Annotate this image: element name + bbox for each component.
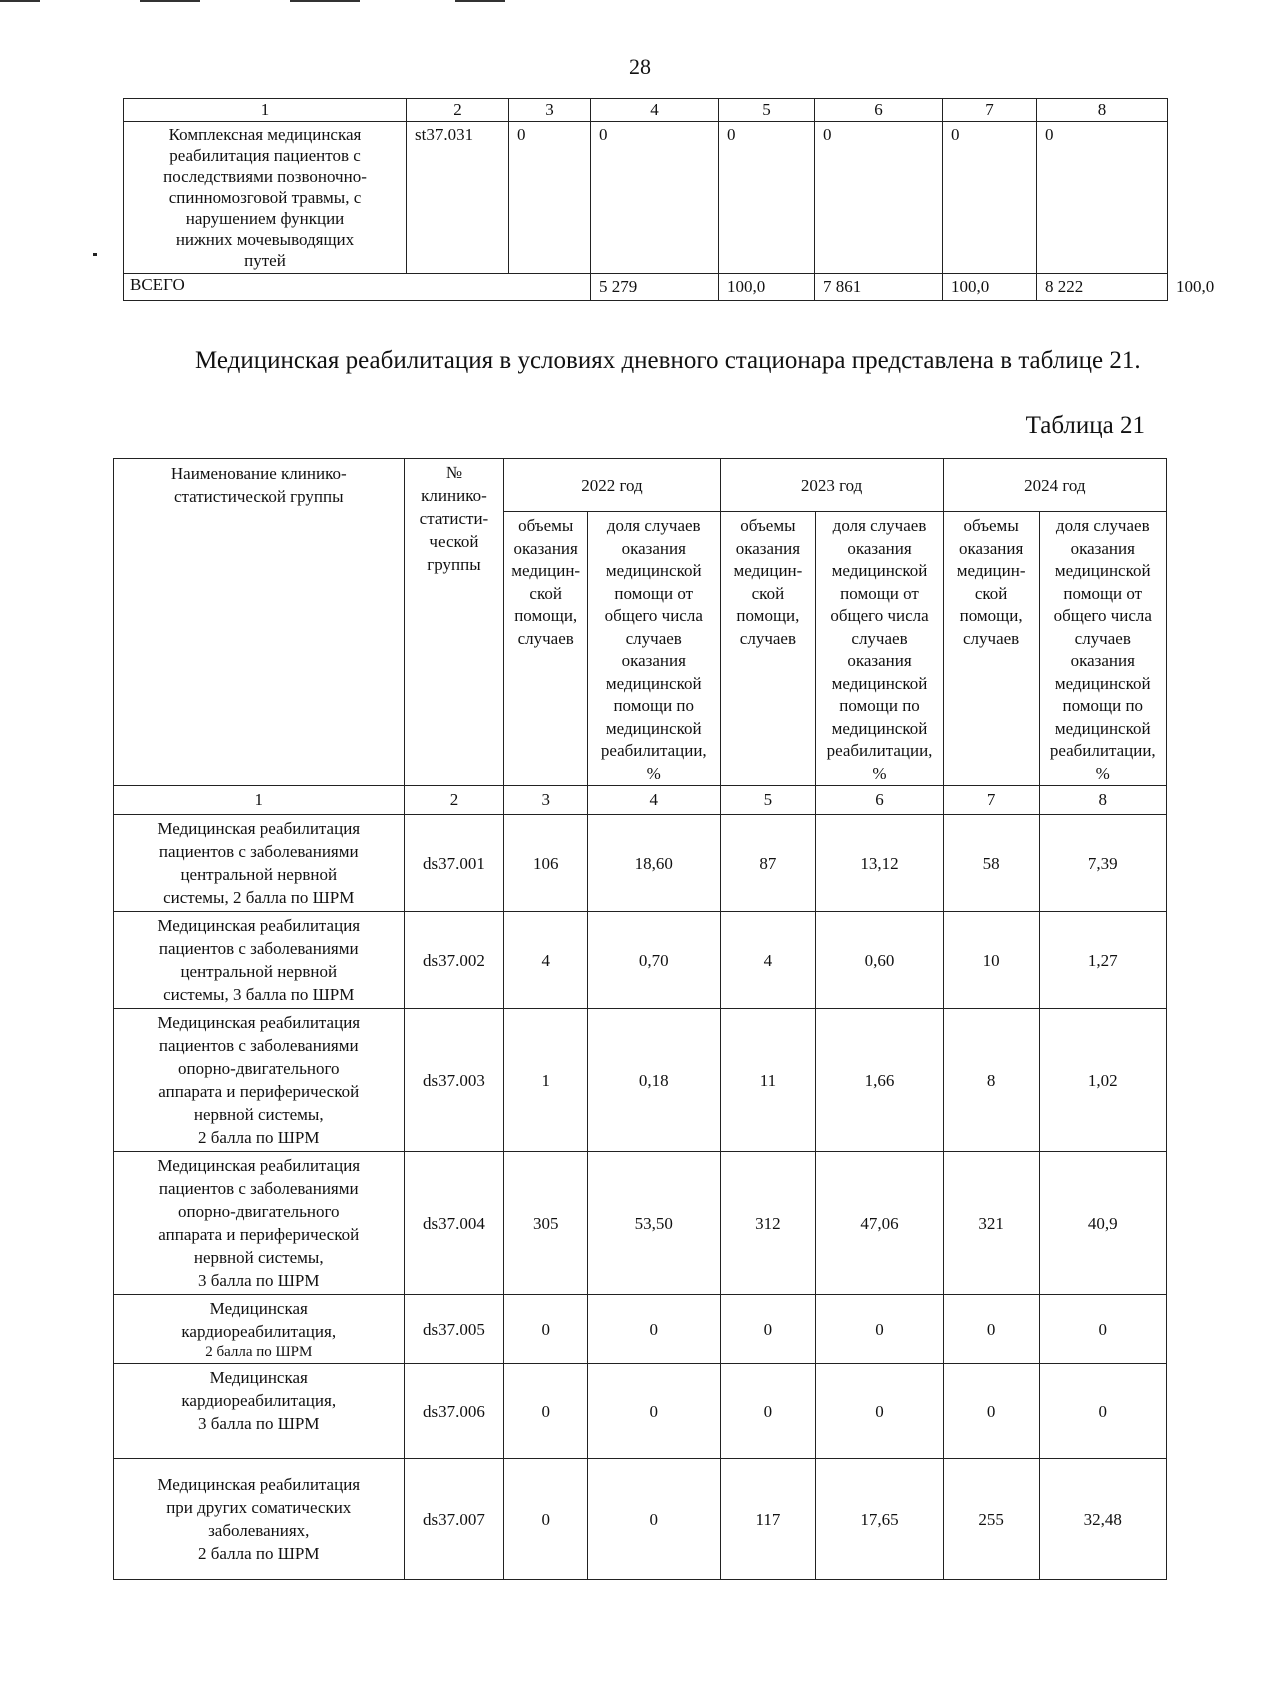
group-name-line: нервной системы,: [193, 1248, 324, 1267]
total-value: 5 279: [591, 274, 719, 301]
total-value: 100,0: [943, 274, 1037, 301]
group-name-cell: [114, 1009, 405, 1152]
group-name-cell: [114, 815, 405, 912]
header-line: медицинской: [831, 718, 928, 738]
header-line: %: [646, 763, 661, 783]
group-name-line: нервной системы,: [193, 1105, 324, 1124]
header-line: медицинской: [605, 561, 702, 580]
column-number: 1: [124, 99, 407, 122]
value-cell: 0: [587, 1364, 720, 1459]
header-group-name: [114, 459, 405, 786]
header-line: случаев: [625, 628, 682, 648]
header-line: оказания: [735, 538, 801, 558]
value-cell: 13,12: [816, 815, 943, 912]
value-cell: 7,39: [1039, 815, 1166, 912]
value-cell: 305: [504, 1152, 588, 1295]
column-number-row: [114, 786, 1167, 815]
header-line: реабилитации,: [826, 741, 933, 760]
value-cell: 1,27: [1039, 912, 1166, 1009]
header-line: ской: [529, 583, 562, 603]
header-line: случаев: [739, 628, 796, 648]
header-line: оказания: [621, 651, 686, 670]
column-number: 5: [719, 99, 815, 122]
group-name-line: пациентов с заболеваниями: [158, 842, 359, 861]
group-name-line: центральной нервной: [180, 865, 338, 884]
table-row: [114, 815, 1167, 912]
value-cell: 0: [816, 1364, 943, 1459]
header-line: %: [872, 763, 887, 783]
group-name-line: Комплексная медицинская: [168, 125, 362, 144]
value-cell: 1: [504, 1009, 588, 1152]
value-cell: 10: [943, 912, 1039, 1009]
header-line: клинико-: [421, 486, 487, 505]
group-name-cell: [114, 1364, 405, 1459]
header-share: [587, 512, 720, 786]
column-number: 8: [1039, 786, 1166, 815]
value-cell: 0: [591, 122, 719, 274]
group-code: ds37.001: [404, 815, 504, 912]
column-number: 5: [720, 786, 816, 815]
group-code: ds37.003: [404, 1009, 504, 1152]
column-number-row: [124, 99, 1168, 122]
group-name-line: путей: [244, 251, 286, 270]
value-cell: 117: [720, 1459, 816, 1580]
table-caption: Таблица 21: [1025, 412, 1145, 439]
header-line: ческой: [429, 532, 479, 551]
value-cell: 1,02: [1039, 1009, 1166, 1152]
header-line: помощи,: [736, 606, 800, 625]
value-cell: 47,06: [816, 1152, 943, 1295]
column-number: 6: [816, 786, 943, 815]
group-name-cell: [114, 1295, 405, 1364]
value-cell: 0: [504, 1295, 588, 1364]
value-cell: 0: [509, 122, 591, 274]
stray-mark: [93, 253, 97, 256]
table-21: [113, 458, 1167, 1580]
column-number: 3: [504, 786, 588, 815]
value-cell: 255: [943, 1459, 1039, 1580]
header-line: медицинской: [1054, 718, 1151, 738]
header-line: медицин-: [733, 561, 803, 580]
header-year-2023: 2023 год: [720, 459, 943, 512]
value-cell: 8: [943, 1009, 1039, 1152]
value-cell: 0: [816, 1295, 943, 1364]
value-cell: 0: [1039, 1364, 1166, 1459]
value-cell: 0: [504, 1364, 588, 1459]
header-line: помощи по: [613, 696, 695, 715]
group-name-cell: [114, 1152, 405, 1295]
column-number: 4: [587, 786, 720, 815]
header-year-2024: 2024 год: [943, 459, 1166, 512]
header-line: медицинской: [831, 673, 928, 693]
value-cell: 17,65: [816, 1459, 943, 1580]
table-row: [114, 1459, 1167, 1580]
group-name-line: Медицинская реабилитация: [157, 819, 361, 838]
header-line: объемы: [740, 516, 796, 535]
header-line: медицинской: [1054, 561, 1151, 580]
header-line: общего числа: [830, 606, 929, 625]
header-line: доля случаев: [832, 516, 927, 535]
table-row: [114, 1364, 1167, 1459]
column-number: 7: [943, 99, 1037, 122]
group-code: ds37.005: [404, 1295, 504, 1364]
value-cell: 40,9: [1039, 1152, 1166, 1295]
group-code: ds37.004: [404, 1152, 504, 1295]
value-cell: 0: [719, 122, 815, 274]
group-name-line: опорно-двигательного: [177, 1059, 340, 1078]
group-name-line: Медицинская реабилитация: [157, 916, 361, 935]
group-name-line: 3 балла по ШРМ: [198, 1414, 320, 1433]
header-line: общего числа: [604, 606, 703, 625]
value-cell: 312: [720, 1152, 816, 1295]
value-cell: 4: [720, 912, 816, 1009]
header-share: [816, 512, 943, 786]
header-line: случаев: [1074, 628, 1131, 648]
header-line: объемы: [963, 516, 1019, 535]
header-line: медицинской: [605, 673, 702, 693]
group-name-line: 2 балла по ШРМ: [205, 1344, 313, 1360]
group-name-cell: [114, 912, 405, 1009]
header-line: Наименование клинико-: [170, 464, 347, 483]
group-name-line: спинномозговой травмы, с: [168, 188, 362, 207]
group-name-line: кардиореабилитация,: [181, 1391, 337, 1410]
table-header-row: [114, 459, 1167, 512]
header-line: помощи по: [1062, 696, 1144, 715]
header-line: помощи от: [1063, 583, 1143, 603]
group-name-line: нижних мочевыводящих: [175, 230, 355, 249]
value-cell: 53,50: [587, 1152, 720, 1295]
total-label: ВСЕГО: [124, 274, 591, 301]
scan-edge-marks: [0, 0, 1200, 4]
group-name-line: пациентов с заболеваниями: [158, 939, 359, 958]
group-name-line: опорно-двигательного: [177, 1202, 340, 1221]
group-code: st37.031: [407, 122, 509, 274]
group-name-line: 2 балла по ШРМ: [198, 1544, 320, 1563]
column-number: 8: [1037, 99, 1168, 122]
group-name-line: пациентов с заболеваниями: [158, 1036, 359, 1055]
group-name-line: аппарата и периферической: [158, 1082, 360, 1101]
header-line: общего числа: [1053, 606, 1152, 625]
group-code: ds37.006: [404, 1364, 504, 1459]
value-cell: 0: [1037, 122, 1168, 274]
group-name-line: при других соматических: [166, 1498, 352, 1517]
value-cell: 0,18: [587, 1009, 720, 1152]
column-number: 2: [407, 99, 509, 122]
header-line: реабилитации,: [600, 741, 707, 760]
column-number: 6: [815, 99, 943, 122]
value-cell: 0,60: [816, 912, 943, 1009]
header-line: случаев: [851, 628, 908, 648]
group-name-line: системы, 3 балла по ШРМ: [163, 985, 355, 1004]
value-cell: 0: [815, 122, 943, 274]
table-row: [114, 1009, 1167, 1152]
header-share: [1039, 512, 1166, 786]
column-number: 1: [114, 786, 405, 815]
total-value: 7 861: [815, 274, 943, 301]
header-group-number: [404, 459, 504, 786]
value-cell: 0: [1039, 1295, 1166, 1364]
group-name-line: последствиями позвоночно-: [163, 167, 367, 186]
header-line: случаев: [963, 628, 1020, 648]
value-cell: 0: [720, 1295, 816, 1364]
header-line: №: [445, 463, 463, 482]
group-name-line: Медицинская: [209, 1299, 308, 1318]
column-number: 2: [404, 786, 504, 815]
header-volume: [720, 512, 816, 786]
group-name-line: Медицинская: [209, 1368, 308, 1387]
value-cell: 321: [943, 1152, 1039, 1295]
header-line: доля случаев: [606, 516, 701, 535]
value-cell: 0: [587, 1459, 720, 1580]
header-line: помощи,: [959, 606, 1023, 625]
column-number: 4: [591, 99, 719, 122]
group-name-line: реабилитация пациентов с: [169, 146, 361, 165]
header-line: оказания: [1070, 538, 1135, 558]
header-volume: [943, 512, 1039, 786]
total-value: 100,0: [719, 274, 815, 301]
group-name-line: нарушением функции: [185, 209, 345, 228]
header-line: медицинской: [1054, 673, 1151, 693]
header-volume: [504, 512, 588, 786]
value-cell: 11: [720, 1009, 816, 1152]
group-name-cell: [114, 1459, 405, 1580]
column-number: 3: [509, 99, 591, 122]
total-row: ВСЕГО 5 279 100,0 7 861 100,0 8 222 100,0: [124, 274, 1168, 301]
group-name-line: центральной нервной: [180, 962, 338, 981]
header-line: помощи от: [840, 583, 919, 603]
header-line: медицинской: [605, 718, 702, 738]
table-20-continuation: [123, 98, 1215, 301]
header-line: оказания: [958, 538, 1024, 558]
value-cell: 1,66: [816, 1009, 943, 1152]
total-value: 8 222: [1037, 274, 1168, 301]
value-cell: 18,60: [587, 815, 720, 912]
value-cell: 0: [943, 122, 1037, 274]
header-line: статистической группы: [173, 487, 344, 506]
header-line: помощи от: [614, 583, 694, 603]
header-line: %: [1095, 763, 1110, 783]
group-code: ds37.007: [404, 1459, 504, 1580]
header-line: медицин-: [511, 561, 581, 580]
value-cell: 0: [943, 1364, 1039, 1459]
header-line: оказания: [847, 651, 912, 670]
header-line: помощи по: [839, 696, 920, 715]
value-cell: 58: [943, 815, 1039, 912]
header-line: медицинской: [831, 561, 928, 580]
header-line: объемы: [518, 516, 574, 535]
group-name-line: Медицинская реабилитация: [157, 1156, 361, 1175]
header-line: доля случаев: [1055, 516, 1150, 535]
header-line: оказания: [1070, 651, 1135, 670]
value-cell: 0: [943, 1295, 1039, 1364]
group-name-line: 3 балла по ШРМ: [198, 1271, 320, 1290]
group-name-line: Медицинская реабилитация: [157, 1013, 361, 1032]
value-cell: 87: [720, 815, 816, 912]
table-row: [114, 912, 1167, 1009]
header-line: реабилитации,: [1049, 741, 1156, 760]
group-name-line: пациентов с заболеваниями: [158, 1179, 359, 1198]
header-line: ской: [974, 583, 1008, 603]
value-cell: 4: [504, 912, 588, 1009]
value-cell: 0,70: [587, 912, 720, 1009]
value-cell: 106: [504, 815, 588, 912]
group-name-line: аппарата и периферической: [158, 1225, 360, 1244]
group-name-cell: [124, 122, 407, 274]
table-row: [124, 122, 1168, 274]
header-line: группы: [427, 555, 481, 574]
header-line: помощи,: [514, 606, 578, 625]
header-line: ской: [751, 583, 785, 603]
group-name-line: кардиореабилитация,: [181, 1322, 337, 1341]
body-paragraph: Медицинская реабилитация в условиях дневного стационара представлена в таблице 21.: [195, 347, 1141, 374]
column-number: 7: [943, 786, 1039, 815]
header-year-2022: 2022 год: [504, 459, 720, 512]
table-row: [114, 1295, 1167, 1364]
value-cell: 32,48: [1039, 1459, 1166, 1580]
value-cell: 0: [587, 1295, 720, 1364]
header-line: оказания: [847, 538, 912, 558]
header-line: оказания: [513, 538, 578, 558]
header-line: статисти-: [419, 509, 489, 528]
group-name-line: системы, 2 балла по ШРМ: [163, 888, 355, 907]
header-line: случаев: [517, 628, 574, 648]
value-cell: 0: [720, 1364, 816, 1459]
group-code: ds37.002: [404, 912, 504, 1009]
group-name-line: Медицинская реабилитация: [157, 1475, 361, 1494]
group-name-line: заболеваниях,: [208, 1521, 310, 1540]
page-number: 28: [629, 54, 651, 79]
header-line: оказания: [621, 538, 686, 558]
header-line: медицин-: [956, 561, 1026, 580]
group-name-line: 2 балла по ШРМ: [198, 1128, 320, 1147]
value-cell: 0: [504, 1459, 588, 1580]
table-row: [114, 1152, 1167, 1295]
